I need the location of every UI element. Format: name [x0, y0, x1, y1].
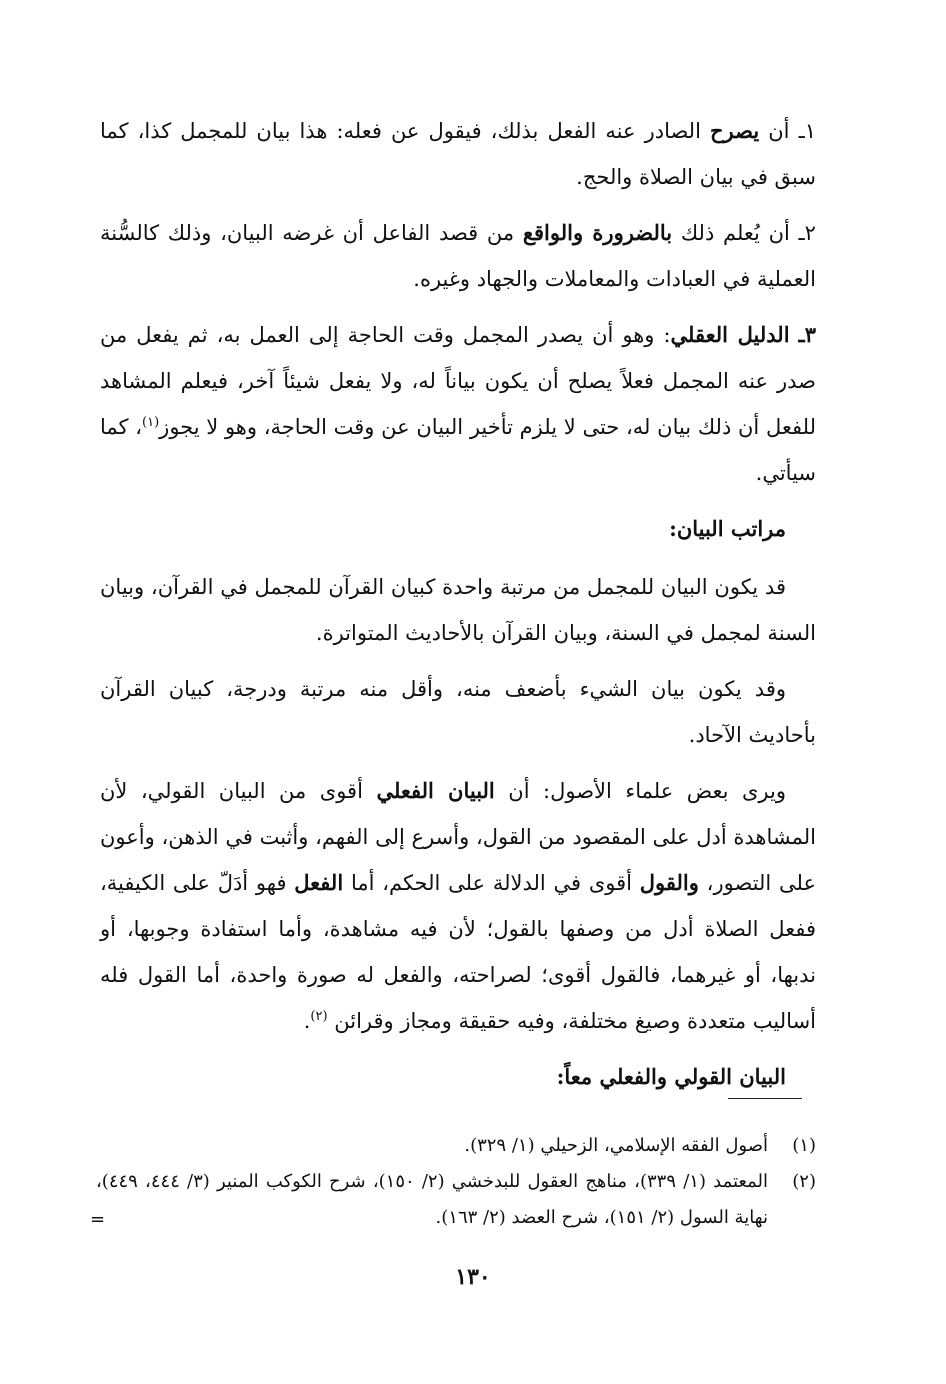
heading-both: البيان القولي والفعلي معاً: — [556, 1064, 786, 1089]
item-1-text: الصادر عنه الفعل بذلك، فيقول عن فعله: هذا بيان للمجمل كذا، كما سبق في بيان الصلاة والحج. — [100, 119, 816, 189]
item-3-text-end: ، كما سيأتي. — [100, 415, 816, 485]
footnote-2-number: (٢) — [792, 1171, 816, 1192]
para-ranks-2: وقد يكون بيان الشيء بأضعف منه، وأقل منه مرتبة ودرجة، كبيان القرآن بأحاديث الآحاد. — [100, 677, 816, 747]
item-3 — [100, 312, 816, 496]
item-1 — [100, 108, 816, 200]
footnote-1 — [96, 1128, 816, 1164]
footnote-1-text: أصول الفقه الإسلامي، الزحيلي (١/ ٣٢٩). — [464, 1135, 768, 1156]
page-number: ١٣٠ — [455, 1264, 491, 1290]
scholars-text-4: فهو أدَلّ على الكيفية، ففعل الصلاة أدل من وصفها بالقول؛ لأن فيه مشاهدة، وأما استفادة وجوبها، أو ندبها، أو غيرهما، فالقول أقوى؛ لصراحته، والفعل له صورة واحدة، أما القول فله أساليب متعددة وصيغ مختلفة، وفيه حقيقة ومجاز وقرائن — [100, 871, 816, 1033]
page-body — [100, 108, 816, 1112]
item-2-number: ٢ـ — [798, 221, 816, 245]
item-3-number: ٣ـ — [798, 322, 816, 347]
item-2-text: من قصد الفاعل أن غرضه البيان، وذلك كالسُّنة العملية في العبادات والمعاملات والجهاد وغيره. — [100, 221, 816, 291]
footnote-2 — [96, 1164, 816, 1236]
item-1-lead: أن — [768, 119, 790, 143]
item-1-bold: يصرح — [709, 118, 760, 143]
para-scholars — [100, 768, 816, 1044]
item-2-lead: أن يُعلم ذلك — [680, 221, 790, 245]
scholars-bold-3: الفعل — [294, 870, 344, 895]
scholars-text-5: . — [303, 1009, 311, 1033]
item-2 — [100, 210, 816, 302]
scholars-text-2: أقوى من البيان القولي، لأن المشاهدة أدل على المقصود من القول، وأسرع إلى الفهم، وأثبت في الذهن، وأعون على التصور، — [100, 779, 816, 895]
footnote-ref-2: (٢) — [310, 1009, 328, 1024]
item-2-bold: بالضرورة والواقع — [522, 220, 673, 245]
footnote-1-number: (١) — [792, 1135, 816, 1156]
item-3-bold: الدليل العقلي — [670, 322, 790, 347]
para-ranks-1: قد يكون البيان للمجمل من مرتبة واحدة كبيان القرآن للمجمل في القرآن، وبيان السنة لمجمل في السنة، وبيان القرآن بالأحاديث المتواترة. — [100, 575, 816, 645]
heading-ranks: مراتب البيان: — [669, 516, 786, 541]
item-3-text: : وهو أن يصدر المجمل وقت الحاجة إلى العمل به، ثم يفعل من صدر عنه المجمل فعلاً يصلح أن يكون بياناً له، ولا يفعل شيئاً آخر، فيعلم المشاهد للفعل أن ذلك بيان له، حتى لا يلزم تأخير البيان عن وقت الحاجة، وهو لا يجوز — [100, 323, 816, 439]
continuation-mark: = — [90, 1209, 106, 1230]
scholars-text-1: ويرى بعض علماء الأصول: أن — [508, 779, 786, 803]
footnote-divider — [728, 1098, 802, 1099]
scholars-bold-2: والقول — [639, 870, 699, 895]
scholars-text-3: أقوى في الدلالة على الحكم، أما — [350, 871, 632, 895]
item-1-number: ١ـ — [798, 119, 816, 143]
scholars-bold-1: البيان الفعلي — [376, 778, 495, 803]
footnote-2-text: المعتمد (١/ ٣٣٩)، مناهج العقول للبدخشي (٢/ ١٥٠)، شرح الكوكب المنير (٣/ ٤٤٤، ٤٤٩)، نهاية السول (٢/ ١٥١)، شرح العضد (٢/ ١٦٣). — [96, 1171, 768, 1228]
footnote-ref-1: (١) — [142, 415, 160, 430]
footnotes — [96, 1128, 816, 1236]
